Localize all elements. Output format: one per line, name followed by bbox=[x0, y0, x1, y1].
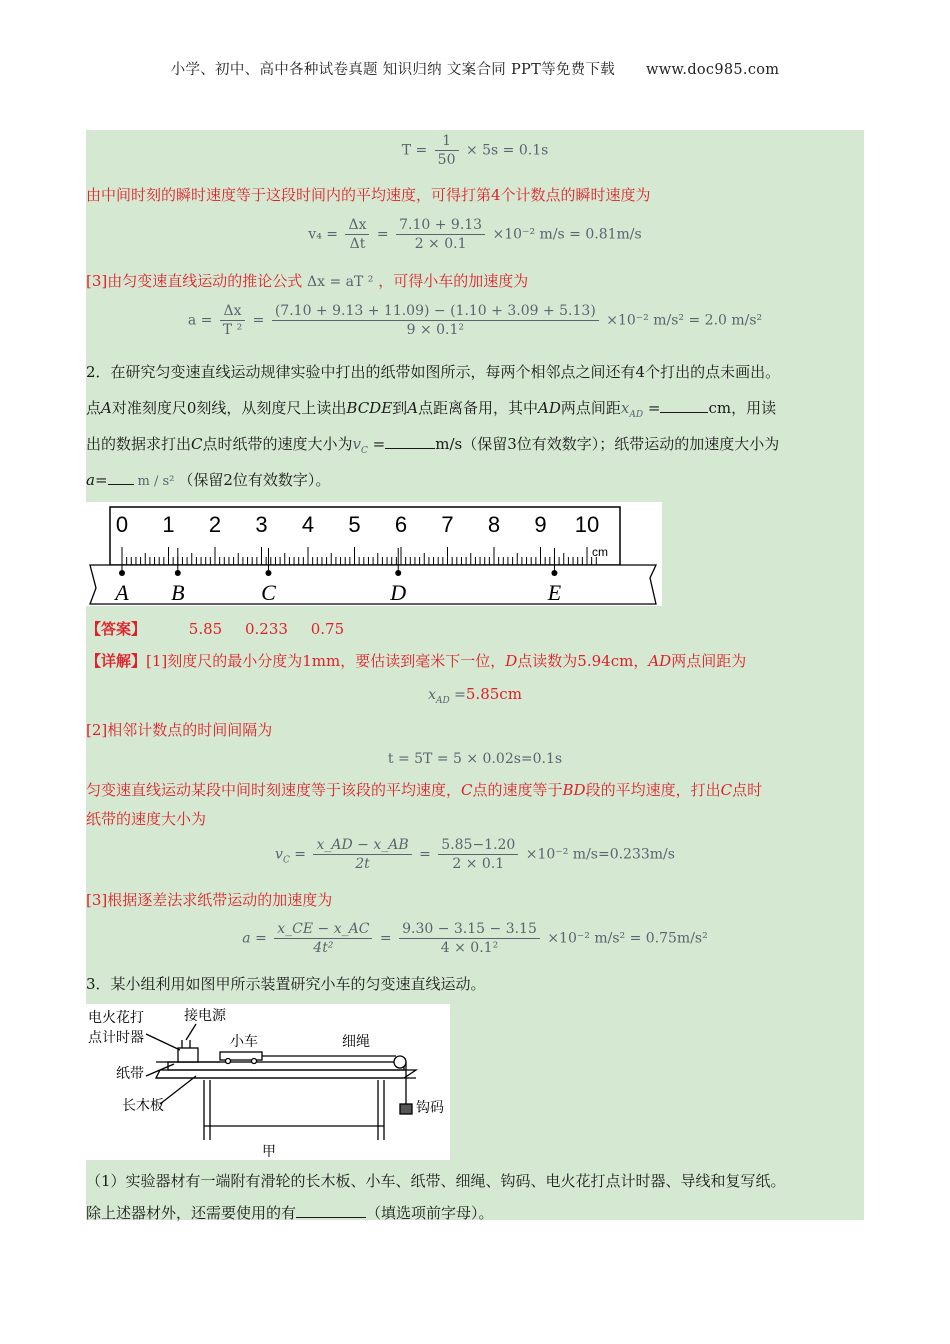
text: m / s² bbox=[137, 474, 175, 489]
header-url[interactable]: www.doc985.com bbox=[646, 62, 780, 78]
eq-sign: = bbox=[419, 846, 431, 863]
header-text: 小学、初中、高中各种试卷真题 知识归纳 文案合同 PPT等免费下载 bbox=[170, 62, 616, 78]
eq-sign: = bbox=[449, 687, 466, 703]
frac-num: 1 bbox=[435, 132, 459, 151]
eq-sub: C bbox=[282, 855, 290, 866]
vc-equation bbox=[86, 836, 864, 873]
eq-fraction bbox=[313, 836, 411, 873]
q3-p1: （1）实验器材有一端附有滑轮的长木板、小车、纸带、细绳、钩码、电火花打点计时器、导线和复写纸。 bbox=[86, 1172, 786, 1190]
ruler-unit: cm bbox=[592, 545, 608, 559]
answer-blank-vc[interactable] bbox=[385, 432, 435, 449]
detail-s3 bbox=[86, 780, 762, 800]
eq-fraction bbox=[399, 920, 540, 957]
frac-num: 5.85−1.20 bbox=[438, 836, 518, 855]
text: x bbox=[620, 399, 630, 417]
label-board: 长木板 bbox=[122, 1098, 164, 1114]
detail-label: 【详解】 bbox=[86, 652, 147, 670]
tape-point-label: D bbox=[390, 580, 407, 605]
eq-sub: AD bbox=[435, 695, 450, 706]
text: A bbox=[407, 399, 419, 417]
frac-num: x_CE − x_AC bbox=[274, 920, 372, 939]
figure-caption: 甲 bbox=[262, 1144, 276, 1160]
eq-lhs: v₄ = bbox=[308, 226, 338, 243]
tape-point-label: C bbox=[261, 580, 276, 605]
acc-text-b: ，可得小车的加速度为 bbox=[378, 272, 529, 290]
ruler-label: 2 bbox=[208, 512, 222, 537]
label-tape: 纸带 bbox=[116, 1066, 144, 1082]
cart-wheel bbox=[252, 1059, 257, 1064]
text: 到 bbox=[392, 399, 408, 417]
detail-s3-line2: 纸带的速度大小为 bbox=[86, 810, 207, 828]
eq-lhs: x bbox=[428, 687, 436, 703]
text: C bbox=[361, 446, 368, 456]
frac-den: 2 × 0.1 bbox=[452, 856, 505, 872]
board-top bbox=[168, 1062, 404, 1070]
frac-den: 4 × 0.1² bbox=[440, 940, 499, 956]
eq-rhs: × 5s = 0.1s bbox=[465, 142, 549, 159]
ruler-label: 6 bbox=[394, 512, 408, 537]
eq-fraction bbox=[438, 836, 518, 873]
acc-text bbox=[86, 271, 528, 292]
text: 点的速度等于 bbox=[472, 781, 563, 799]
text: 段的平均速度，打出 bbox=[585, 781, 721, 799]
cart-wheel bbox=[226, 1059, 231, 1064]
eq-sign: = bbox=[252, 312, 265, 329]
eq-fraction bbox=[435, 132, 459, 169]
eq-sign: = bbox=[379, 930, 392, 947]
frac-num: 9.30 − 3.15 − 3.15 bbox=[399, 920, 540, 939]
answer-label: 【答案】 bbox=[86, 620, 147, 638]
frac-den: Δt bbox=[349, 236, 366, 252]
t-equation: t = 5T = 5 × 0.02s=0.1s bbox=[387, 751, 563, 767]
hook-weight bbox=[400, 1104, 412, 1114]
text: BCDE bbox=[346, 399, 393, 417]
text: = bbox=[643, 399, 661, 417]
ruler-label: 9 bbox=[534, 512, 547, 537]
timer-pins bbox=[182, 1040, 190, 1048]
text: = bbox=[94, 471, 108, 489]
label-weight: 钩码 bbox=[416, 1100, 444, 1116]
ruler-label: 10 bbox=[574, 512, 600, 537]
frac-den: 4t² bbox=[313, 940, 334, 956]
ruler-label: 3 bbox=[255, 512, 268, 537]
frac-den: 9 × 0.1² bbox=[406, 322, 465, 338]
ruler-svg bbox=[86, 502, 662, 606]
text: 除上述器材外，还需要使用的有 bbox=[86, 1204, 297, 1222]
ruler-label: 7 bbox=[441, 512, 454, 537]
eq-sign: = bbox=[376, 226, 389, 243]
text: （保留2位有效数字）。 bbox=[178, 471, 331, 489]
eq-lhs: T = bbox=[401, 142, 428, 159]
ruler-label: 0 bbox=[115, 512, 129, 537]
eq-fraction bbox=[272, 302, 599, 339]
q2-line2 bbox=[86, 396, 776, 425]
q3-p2 bbox=[86, 1201, 494, 1223]
frac-num: x_AD − x_AB bbox=[313, 836, 411, 855]
a2-equation bbox=[86, 920, 864, 957]
pulley bbox=[394, 1056, 406, 1068]
xad-equation bbox=[86, 685, 864, 706]
detail-s4: [3]根据逐差法求纸带运动的加速度为 bbox=[86, 891, 333, 909]
text: 点时纸带的速度大小为 bbox=[202, 435, 353, 453]
eq-rhs: 5.85cm bbox=[465, 685, 522, 703]
answer-value-3: 0.75 bbox=[310, 620, 345, 638]
ruler-label: 1 bbox=[162, 512, 175, 537]
acc-formula: Δx = aT ² bbox=[307, 274, 374, 290]
tape-point-label: A bbox=[115, 580, 129, 605]
text: A bbox=[101, 399, 112, 417]
text: = bbox=[367, 435, 386, 453]
ruler-figure bbox=[86, 502, 662, 606]
q2-line1: 2．在研究匀变速直线运动规律实验中打出的纸带如图所示，每两个相邻点之间还有4个打出的点未画出。 bbox=[86, 363, 781, 381]
label-timer-1: 电火花打 bbox=[88, 1010, 144, 1026]
content-panel bbox=[86, 130, 864, 1220]
q2-line4 bbox=[86, 468, 330, 492]
frac-num: 7.10 + 9.13 bbox=[396, 216, 485, 235]
text: [1]刻度尺的最小分度为1mm，要估读到毫米下一位， bbox=[146, 652, 506, 670]
text: 点时 bbox=[732, 781, 763, 799]
answer-line bbox=[86, 619, 344, 639]
text: AD bbox=[648, 652, 672, 670]
q2-line3 bbox=[86, 432, 779, 461]
text: AD bbox=[538, 399, 561, 417]
text: C bbox=[720, 781, 733, 799]
text: cm，用读 bbox=[708, 399, 777, 417]
detail-s2: [2]相邻计数点的时间间隔为 bbox=[86, 721, 273, 739]
label-string: 细绳 bbox=[342, 1034, 370, 1050]
text: 匀变速直线运动某段中间时刻速度等于该段的平均速度， bbox=[86, 781, 462, 799]
label-timer-2: 点计时器 bbox=[88, 1030, 144, 1046]
eq-sign: = bbox=[289, 846, 307, 863]
q3-title: 3．某小组利用如图甲所示装置研究小车的匀变速直线运动。 bbox=[86, 975, 486, 993]
ruler-label: 4 bbox=[301, 512, 315, 537]
a-equation bbox=[86, 302, 864, 339]
answer-blank-equipment[interactable] bbox=[296, 1201, 366, 1218]
eq-rhs: ×10⁻² m/s=0.233m/s bbox=[525, 846, 675, 863]
eq-lhs: a = bbox=[242, 930, 267, 947]
period-equation bbox=[86, 132, 864, 169]
apparatus-figure bbox=[86, 1004, 450, 1160]
ruler-label: 5 bbox=[348, 512, 361, 537]
answer-blank-a[interactable] bbox=[108, 468, 134, 485]
eq-rhs: ×10⁻² m/s² = 2.0 m/s² bbox=[606, 312, 763, 329]
frac-den: T ² bbox=[222, 322, 243, 338]
ruler-label: 8 bbox=[487, 512, 501, 537]
v4-equation bbox=[86, 216, 864, 253]
text: AD bbox=[629, 410, 644, 420]
frac-num: Δx bbox=[345, 216, 369, 235]
apparatus-svg bbox=[86, 1004, 450, 1160]
text: （填选项前字母）。 bbox=[366, 1204, 494, 1222]
eq-rhs: ×10⁻² m/s = 0.81m/s bbox=[492, 226, 642, 243]
frac-den: 2 × 0.1 bbox=[414, 236, 467, 252]
text: 出的数据求打出 bbox=[86, 435, 192, 453]
text: 点距离备用，其中 bbox=[418, 399, 539, 417]
frac-den: 2t bbox=[355, 856, 370, 872]
answer-value-1: 5.85 bbox=[188, 620, 223, 638]
frac-num: Δx bbox=[220, 302, 245, 321]
answer-value-2: 0.233 bbox=[244, 620, 288, 638]
detail-line1 bbox=[86, 651, 746, 671]
text: 点读数为5.94cm， bbox=[517, 652, 649, 670]
text: v bbox=[352, 435, 361, 453]
tape-point-label: E bbox=[547, 580, 562, 605]
acc-text-a: [3]由匀变速直线运动的推论公式 bbox=[86, 272, 303, 290]
text: 点 bbox=[86, 399, 102, 417]
text: BD bbox=[562, 781, 586, 799]
eq-lhs: v bbox=[275, 846, 283, 863]
answer-blank-xad[interactable] bbox=[660, 396, 708, 413]
text: 两点间距为 bbox=[671, 652, 747, 670]
eq-fraction bbox=[345, 216, 369, 253]
text: m/s（保留3位有效数字）；纸带运动的加速度大小为 bbox=[435, 435, 780, 453]
tape-point-label: B bbox=[171, 580, 185, 605]
text: C bbox=[191, 435, 203, 453]
eq-rhs: ×10⁻² m/s² = 0.75m/s² bbox=[547, 930, 708, 947]
eq-fraction bbox=[220, 302, 245, 339]
table-legs bbox=[204, 1080, 384, 1140]
text: C bbox=[461, 781, 473, 799]
text: D bbox=[505, 652, 518, 670]
eq-fraction bbox=[274, 920, 372, 957]
frac-num: (7.10 + 9.13 + 11.09) − (1.10 + 3.09 + 5.13) bbox=[272, 302, 599, 321]
mid-time-text: 由中间时刻的瞬时速度等于这段时间内的平均速度，可得打第4个计数点的瞬时速度为 bbox=[86, 186, 651, 204]
text: a bbox=[86, 471, 95, 489]
label-power: 接电源 bbox=[184, 1008, 226, 1024]
frac-den: 50 bbox=[437, 152, 456, 168]
page-header bbox=[0, 58, 950, 79]
text: 对准刻度尺0刻线，从刻度尺上读出 bbox=[111, 399, 347, 417]
eq-lhs: a = bbox=[187, 312, 213, 329]
text: 两点间距 bbox=[560, 399, 621, 417]
label-cart: 小车 bbox=[230, 1034, 258, 1050]
timer-box bbox=[178, 1048, 198, 1062]
eq-fraction bbox=[396, 216, 485, 253]
